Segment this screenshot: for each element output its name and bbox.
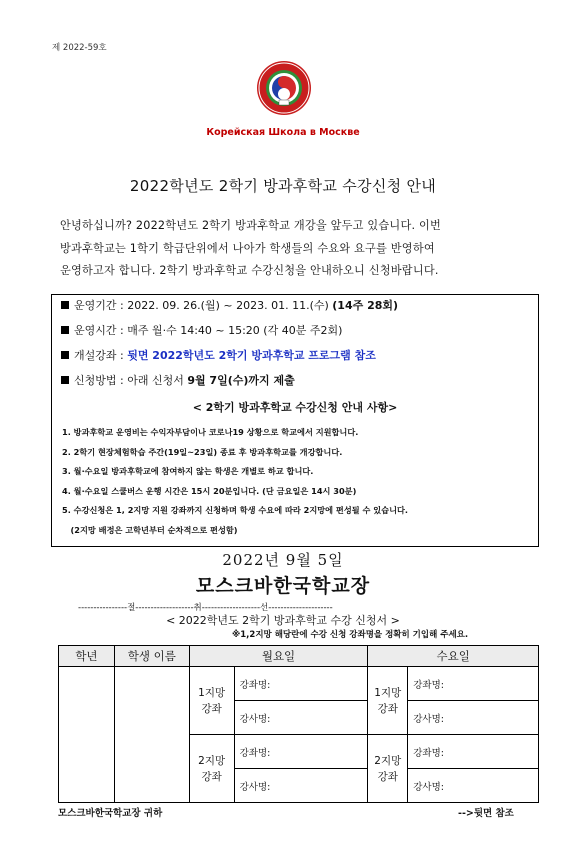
form-note: ※1,2지망 해당란에 수강 신청 강좌명을 정확히 기입해 주세요.	[232, 630, 469, 640]
wednesday-choice-2-course-field[interactable]: 강좌명:	[408, 735, 539, 769]
time-row	[61, 322, 342, 338]
intro-line: 방과후학교는 1학기 학급단위에서 나아가 학생들의 수요와 요구를 반영하여	[60, 241, 435, 255]
course-row	[61, 347, 376, 363]
school-name: Корейская Школа в Москве	[206, 127, 360, 138]
intro-paragraph	[60, 215, 522, 283]
intro-line: 안녕하십니까? 2022학년도 2학기 방과후학교 개강을 앞두고 있습니다. 이번	[60, 219, 441, 232]
monday-choice-2-label: 2지망 강좌	[189, 735, 234, 803]
header-student-name: 학생 이름	[114, 646, 189, 667]
student-name-input-cell[interactable]	[114, 667, 189, 803]
wednesday-choice-2-teacher-field[interactable]: 강사명:	[408, 769, 539, 803]
period-label: 운영기간 :	[74, 299, 128, 312]
document-number: 제 2022-59호	[52, 43, 107, 53]
notice-item: (2지망 배정은 고학년부터 순차적으로 편성함)	[62, 524, 238, 535]
notice-item: 3. 월·수요일 방과후학교에 참여하지 않는 학생은 개별로 하교 합니다.	[62, 466, 314, 477]
header-grade: 학년	[59, 646, 115, 667]
bullet-square-icon	[61, 301, 69, 309]
course-label: 개설강좌 :	[74, 349, 128, 362]
header-wednesday: 수요일	[368, 646, 539, 667]
bullet-square-icon	[61, 376, 69, 384]
application-form-table	[58, 645, 539, 803]
document-title: 2022학년도 2학기 방과후학교 수강신청 안내	[129, 177, 437, 195]
wednesday-choice-1-course-field[interactable]: 강좌명:	[408, 667, 539, 701]
notice-item: 2. 2학기 현장체험학습 주간(19일~23일) 종료 후 방과후학교를 개강합니다.	[62, 446, 343, 457]
cut-line: ----------------절-------------------취-------------------선---------------------	[78, 603, 333, 613]
apply-label: 신청방법 : 아래 신청서	[74, 374, 188, 387]
principal-signature: 모스크바한국학교장	[195, 575, 371, 597]
form-addressee: 모스크바한국학교장 귀하	[58, 808, 163, 819]
document-date: 2022년 9월 5일	[222, 551, 344, 569]
wednesday-choice-1-label: 1지망 강좌	[368, 667, 408, 735]
monday-choice-2-teacher-field[interactable]: 강사명:	[234, 769, 368, 803]
time-label: 운영시간 : 매주 월·수 14:40 ~ 15:20 (각 40분 주2회)	[74, 324, 343, 337]
info-box	[51, 294, 539, 547]
notice-item: 1. 방과후학교 운영비는 수익자부담이나 코로나19 상황으로 학교에서 지원합니다.	[62, 427, 359, 437]
notice-item: 4. 월·수요일 스쿨버스 운행 시간은 15시 20분입니다. (단 금요일은 14시 30분)	[62, 485, 357, 496]
period-count: (14주 28회)	[332, 299, 399, 312]
monday-choice-2-course-field[interactable]: 강좌명:	[234, 735, 368, 769]
monday-choice-1-teacher-field[interactable]: 강사명:	[234, 701, 368, 735]
notice-list	[62, 423, 408, 541]
bullet-square-icon	[61, 326, 69, 334]
notice-item: 5. 수강신청은 1, 2지망 지원 강좌까지 신청하며 학생 수요에 따라 2지망에 편성될 수 있습니다.	[62, 505, 408, 516]
intro-line: 운영하고자 합니다. 2학기 방과후학교 수강신청을 안내하오니 신청바랍니다.	[60, 264, 439, 277]
school-emblem	[256, 60, 312, 116]
period-value: 2022. 09. 26.(월) ~ 2023. 01. 11.(수)	[127, 299, 333, 312]
grade-input-cell[interactable]	[59, 667, 115, 803]
wednesday-choice-1-teacher-field[interactable]: 강사명:	[408, 701, 539, 735]
apply-deadline: 9월 7일(수)까지 제출	[187, 374, 295, 387]
header-monday: 월요일	[189, 646, 368, 667]
bullet-square-icon	[61, 351, 69, 359]
wednesday-choice-2-label: 2지망 강좌	[368, 735, 408, 803]
form-title: < 2022학년도 2학기 방과후학교 수강 신청서 >	[166, 614, 400, 627]
see-reverse-note: -->뒷면 참조	[458, 808, 514, 819]
apply-row	[61, 372, 295, 388]
notice-heading: < 2학기 방과후학교 수강신청 안내 사항>	[192, 401, 398, 414]
period-row	[61, 297, 398, 313]
course-value: 뒷면 2022학년도 2학기 방과후학교 프로그램 참조	[127, 349, 376, 362]
monday-choice-1-course-field[interactable]: 강좌명:	[234, 667, 368, 701]
monday-choice-1-label: 1지망 강좌	[189, 667, 234, 735]
